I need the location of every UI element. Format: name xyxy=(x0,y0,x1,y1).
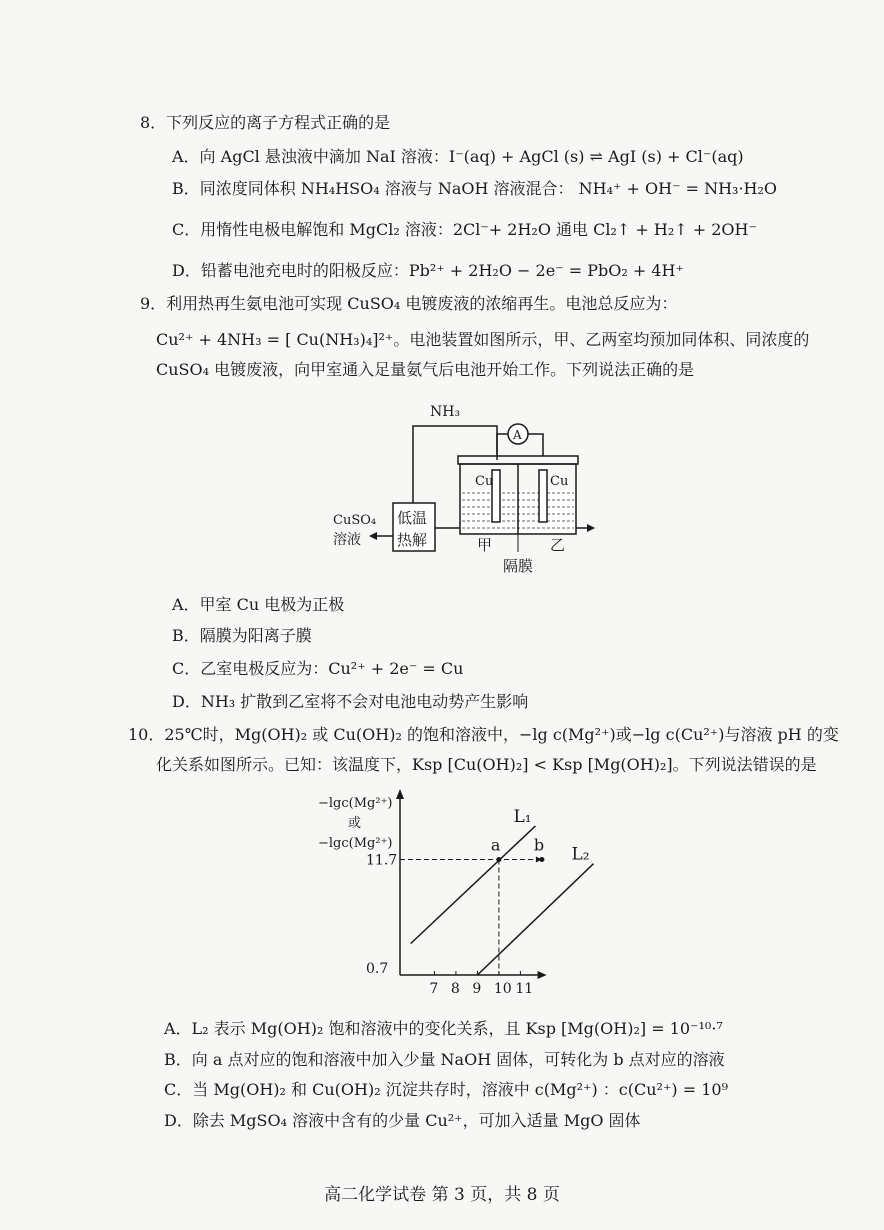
x-axis-arrow xyxy=(538,971,547,979)
jia-label: 甲 xyxy=(477,536,493,554)
yi-label: 乙 xyxy=(550,536,566,554)
point-label-a: a xyxy=(490,835,501,855)
x-tick-label: 7 xyxy=(429,981,439,997)
cuso4-label: CuSO₄ xyxy=(333,513,377,528)
q10-option-b: B．向 a 点对应的饱和溶液中加入少量 NaOH 固体，可转化为 b 点对应的溶液 xyxy=(164,1050,725,1069)
x-tick-label: 10 xyxy=(493,981,512,997)
x-tick-label: 9 xyxy=(472,981,482,997)
ph-chart xyxy=(300,785,630,1005)
q10-stem-2: 化关系如图所示。已知：该温度下，Ksp [Cu(OH)₂] < Ksp [Mg(OH)₂]。下列说法错误的是 xyxy=(156,755,817,774)
q8-option-d: D．铅蓄电池充电时的阳极反应：Pb²⁺ + 2H₂O − 2e⁻ = PbO₂ + 4H⁺ xyxy=(172,261,684,280)
y-tick-label: 11.7 xyxy=(366,852,398,869)
q10-stem-1: 10．25℃时，Mg(OH)₂ 或 Cu(OH)₂ 的饱和溶液中，−lg c(Mg²⁺)或−lg c(Cu²⁺)与溶液 pH 的变 xyxy=(128,725,839,744)
page-footer: 高二化学试卷 第 3 页，共 8 页 xyxy=(324,1185,560,1205)
point-b xyxy=(539,857,544,862)
series-label-1: L₁ xyxy=(513,806,532,827)
cu-left-label: Cu xyxy=(475,474,494,489)
y-axis-label-line: −lgc(Mg²⁺) xyxy=(318,836,393,851)
box-line-1: 低温 xyxy=(397,509,428,527)
q9-option-a: A．甲室 Cu 电极为正极 xyxy=(172,595,345,614)
battery-diagram xyxy=(325,398,615,578)
q9-stem-2: Cu²⁺ + 4NH₃ = [ Cu(NH₃)₄]²⁺。电池装置如图所示，甲、乙两室均预加同体积、同浓度的 xyxy=(156,330,810,349)
series-line-2 xyxy=(477,864,593,975)
cu-right-label: Cu xyxy=(550,474,569,489)
q9-stem-3: CuSO₄ 电镀废液，向甲室通入足量氨气后电池开始工作。下列说法正确的是 xyxy=(156,360,695,379)
point-a xyxy=(496,857,501,862)
point-label-b: b xyxy=(533,835,545,855)
solution-label: 溶液 xyxy=(333,532,361,548)
x-tick-label: 11 xyxy=(515,981,534,997)
y-tick-label: 0.7 xyxy=(366,961,389,977)
q8-option-c: C．用惰性电极电解饱和 MgCl₂ 溶液：2Cl⁻+ 2H₂O 通电 Cl₂↑ + H₂↑ + 2OH⁻ xyxy=(172,220,757,239)
x-tick-label: 8 xyxy=(450,981,460,997)
q9-option-b: B．隔膜为阳离子膜 xyxy=(172,626,312,645)
q10-option-d: D．除去 MgSO₄ 溶液中含有的少量 Cu²⁺，可加入适量 MgO 固体 xyxy=(164,1111,641,1130)
q8-stem: 8．下列反应的离子方程式正确的是 xyxy=(140,113,391,132)
q10-option-c: C．当 Mg(OH)₂ 和 Cu(OH)₂ 沉淀共存时，溶液中 c(Mg²⁺) ：c(Cu²⁺) = 10⁹ xyxy=(164,1080,729,1099)
nh3-label: NH₃ xyxy=(430,404,461,420)
membrane-label: 隔膜 xyxy=(503,557,534,575)
y-axis-label-line: 或 xyxy=(348,816,362,831)
q9-option-d: D．NH₃ 扩散到乙室将不会对电池电动势产生影响 xyxy=(172,692,529,711)
q9-stem-1: 9．利用热再生氨电池可实现 CuSO₄ 电镀废液的浓缩再生。电池总反应为： xyxy=(140,294,678,313)
svg-text:A: A xyxy=(513,428,522,442)
y-axis-label-line: −lgc(Mg²⁺) xyxy=(318,796,393,811)
q8-option-b: B．同浓度同体积 NH₄HSO₄ 溶液与 NaOH 溶液混合： NH₄⁺ + OH⁻ = NH₃·H₂O xyxy=(172,179,778,198)
q9-option-c: C．乙室电极反应为：Cu²⁺ + 2e⁻ = Cu xyxy=(172,659,464,678)
q8-option-a: A．向 AgCl 悬浊液中滴加 NaI 溶液：I⁻(aq) + AgCl (s) ⇌ AgI (s) + Cl⁻(aq) xyxy=(172,147,744,166)
series-line-1 xyxy=(411,826,536,944)
series-label-2: L₂ xyxy=(571,844,590,865)
y-axis-arrow xyxy=(396,789,404,799)
q10-option-a: A．L₂ 表示 Mg(OH)₂ 饱和溶液中的变化关系，且 Ksp [Mg(OH)₂] = 10⁻¹⁰·⁷ xyxy=(164,1019,723,1038)
box-line-2: 热解 xyxy=(397,531,428,549)
